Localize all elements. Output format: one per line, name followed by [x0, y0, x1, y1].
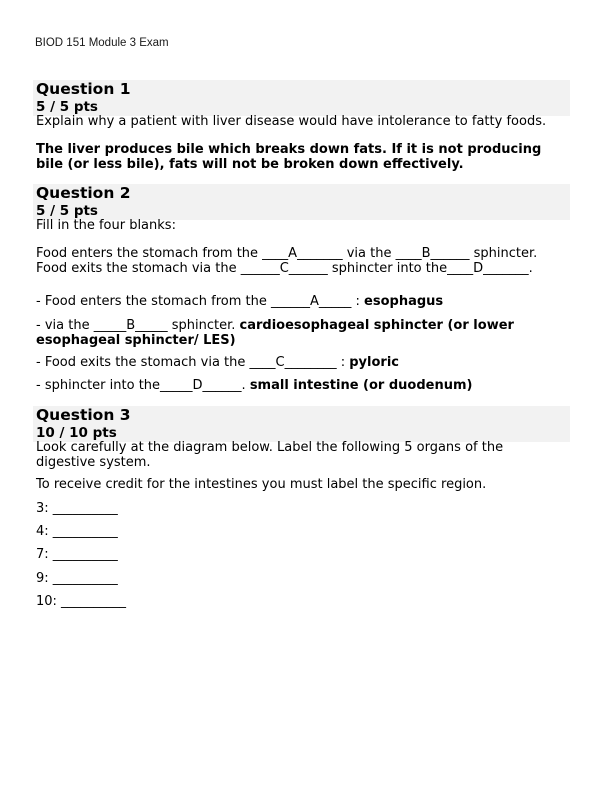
question-2-sentence-1: Food enters the stomach from the ____A_______ via the ____B______ sphincter. — [36, 246, 538, 261]
question-2-answer-c — [36, 355, 399, 370]
label-blank-7: 7: __________ — [36, 547, 118, 562]
label-blank-4: 4: __________ — [36, 524, 118, 539]
answer-b-value: cardioesophageal sphincter (or lower esophageal sphincter/ LES) — [36, 318, 514, 348]
question-1-title: Question 1 — [36, 80, 131, 98]
question-2-title: Question 2 — [36, 184, 131, 202]
answer-d-value: small intestine (or duodenum) — [249, 378, 473, 393]
question-1-answer: The liver produces bile which breaks down fats. If it is not producing bile (or less bile), fats will not be broken down effectively. — [36, 142, 542, 172]
question-3-prompt: Look carefully at the diagram below. Label the following 5 organs of the digestive system. — [36, 440, 504, 470]
answer-b-prefix: - via the _____B_____ sphincter. — [36, 318, 240, 333]
question-2-header — [33, 184, 570, 220]
question-2-answer-a — [36, 294, 443, 309]
question-1-prompt: Explain why a patient with liver disease would have intolerance to fatty foods. — [36, 114, 547, 129]
question-2-answer-d — [36, 378, 472, 393]
answer-c-value: pyloric — [349, 355, 399, 370]
document-header: BIOD 151 Module 3 Exam — [35, 37, 169, 49]
question-3-header — [33, 406, 570, 442]
label-blank-9: 9: __________ — [36, 571, 118, 586]
label-blank-3: 3: __________ — [36, 501, 118, 516]
question-1-points: 5 / 5 pts — [36, 99, 98, 115]
question-2-points: 5 / 5 pts — [36, 203, 98, 219]
answer-a-value: esophagus — [364, 294, 444, 309]
answer-d-prefix: - sphincter into the_____D______. — [36, 378, 250, 393]
question-3-points: 10 / 10 pts — [36, 425, 117, 441]
question-2-answer-b — [36, 318, 576, 348]
question-3-title: Question 3 — [36, 406, 131, 424]
label-blank-10: 10: __________ — [36, 594, 127, 609]
question-3-note: To receive credit for the intestines you must label the specific region. — [36, 477, 487, 492]
answer-a-prefix: - Food enters the stomach from the ______A_____ : — [36, 294, 365, 309]
question-2-sentence-2: Food exits the stomach via the ______C______ sphincter into the____D_______. — [36, 261, 533, 276]
question-2-prompt: Fill in the four blanks: — [36, 218, 176, 233]
answer-c-prefix: - Food exits the stomach via the ____C________ : — [36, 355, 350, 370]
question-1-header — [33, 80, 570, 116]
